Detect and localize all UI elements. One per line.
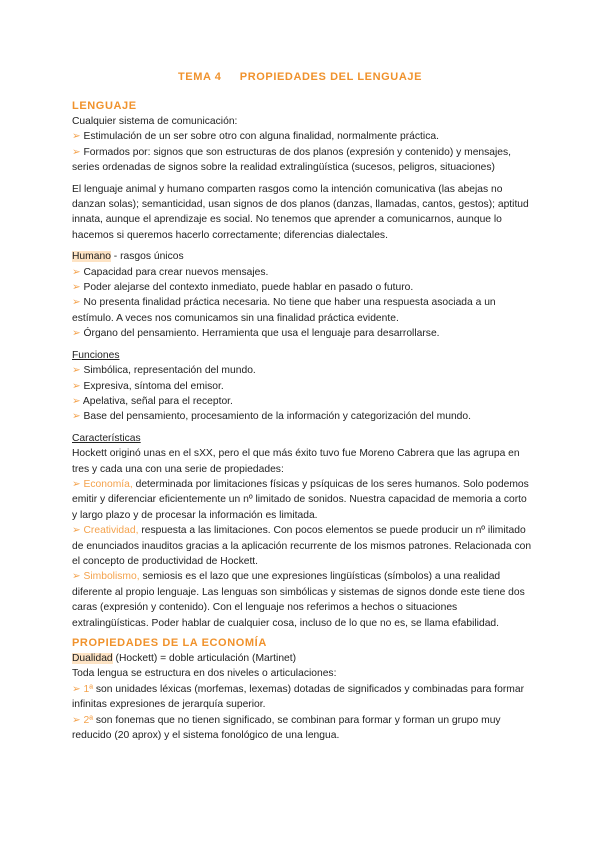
list-item: ➢ Simbólica, representación del mundo. [72, 365, 256, 377]
term-simbolismo: Simbolismo, [83, 571, 140, 583]
list-item: ➢ 2ª son fonemas que no tienen significado, se combinan para formar y forman un grupo muy reducido (20 aprox) y el sistema fonológico de una lengua. [72, 714, 501, 742]
list-item: ➢ Capacidad para crear nuevos mensajes. [72, 266, 269, 278]
arrow-bullet-icon: ➢ [72, 571, 84, 583]
list-item: ➢ Formados por: signos que son estructuras de dos planos (expresión y contenido) y mensajes, series ordenadas de signos sobre la realidad extralingüística (sucesos, peligros, situaciones) [72, 146, 512, 174]
arrow-bullet-icon: ➢ [72, 131, 84, 143]
arrow-bullet-icon: ➢ [72, 328, 84, 340]
section-heading-economia: PROPIEDADES DE LA ECONOMÍA [72, 637, 267, 649]
section-heading-lenguaje: LENGUAJE [72, 100, 137, 112]
dualidad-line: Dualidad (Hockett) = doble articulación (Martinet) [72, 653, 297, 664]
caracteristicas-heading: Características [72, 432, 141, 444]
list-item: ➢ Simbolismo, semiosis es el lazo que une expresiones lingüísticas (símbolos) a una realidad diferente al propio lenguaje. Las lenguas son simbólicas y sistemas de signos donde este tiene dos caras (expresión y contenido). Con el lenguaje nos referimos a hechos o situaciones extralingüísticas. Poder hablar de cualquier cosa, incluso de lo que no es, se llama efabilidad. [72, 571, 525, 629]
list-item: ➢ Creatividad, respuesta a las limitaciones. Con pocos elementos se puede producir un nº ilimitado de enunciados inauditos gracias a la aplicación recurrente de los mismos patrones. Relacionada con el concepto de productividad de Hockett. [72, 525, 532, 567]
highlighted-label: Dualidad [72, 653, 113, 664]
economia-intro: Toda lengua se estructura en dos niveles o articulaciones: [72, 668, 337, 680]
humano-heading: Humano - rasgos únicos [72, 251, 184, 263]
list-item: ➢ Economía, determinada por limitaciones físicas y psíquicas de los seres humanos. Solo podemos emitir y diferenciar eficientemente un nº limitado de sonidos. Nuestra capacidad de memoria a corto y largo plazo y de procesar la información es limitada. [72, 478, 529, 521]
list-item: ➢ 1ª son unidades léxicas (morfemas, lexemas) dotadas de significados y combinadas para formar infinitas expresiones de jerarquía superior. [72, 683, 525, 711]
arrow-bullet-icon: ➢ [72, 146, 84, 158]
funciones-heading: Funciones [72, 349, 120, 361]
arrow-bullet-icon: ➢ [72, 525, 84, 537]
term-creatividad: Creatividad, [83, 525, 139, 537]
arrow-bullet-icon: ➢ [72, 282, 84, 294]
list-item: ➢ Expresiva, síntoma del emisor. [72, 380, 224, 392]
arrow-bullet-icon: ➢ [72, 380, 84, 392]
list-item: ➢ Estimulación de un ser sobre otro con alguna finalidad, normalmente práctica. [72, 131, 439, 143]
highlighted-label: Humano [72, 251, 111, 263]
term-economia: Economía, [83, 478, 133, 490]
lenguaje-paragraph: El lenguaje animal y humano comparten rasgos como la intención comunicativa (las abejas no danzan solas); semanticidad, usan signos de dos planos (danzas, llamadas, cantos, gestos); aptitud innata, aunque el aprendizaje es social. No tenemos que aprender a comunicarnos, aunque lo hacemos si queremos hacerlo correctamente; diferencias dialectales. [72, 183, 529, 241]
arrow-bullet-icon: ➢ [72, 365, 84, 377]
list-item: ➢ No presenta finalidad práctica necesaria. No tiene que haber una respuesta asociada a un estímulo. A veces nos comunicamos sin una finalidad práctica evidente. [72, 297, 496, 324]
document-body [72, 99, 532, 743]
term-segunda: 2ª [83, 714, 94, 726]
arrow-bullet-icon: ➢ [72, 683, 84, 695]
arrow-bullet-icon: ➢ [72, 395, 83, 407]
arrow-bullet-icon: ➢ [72, 266, 84, 278]
list-item: ➢ Órgano del pensamiento. Herramienta que usa el lenguaje para desarrollarse. [72, 328, 440, 340]
list-item: ➢ Poder alejarse del contexto inmediato, puede hablar en pasado o futuro. [72, 282, 414, 294]
term-primera: 1ª [83, 683, 94, 695]
arrow-bullet-icon: ➢ [72, 478, 84, 490]
page-title: TEMA 4 PROPIEDADES DEL LENGUAJE [177, 71, 423, 83]
arrow-bullet-icon: ➢ [72, 297, 84, 309]
lenguaje-intro: Cualquier sistema de comunicación: [72, 116, 238, 127]
arrow-bullet-icon: ➢ [72, 714, 84, 726]
arrow-bullet-icon: ➢ [72, 411, 84, 423]
caracteristicas-intro: Hockett originó unas en el sXX, pero el que más éxito tuvo fue Moreno Cabrera que las agrupa en tres y cada una con una serie de propiedades: [72, 448, 520, 475]
list-item: ➢ Apelativa, señal para el receptor. [72, 395, 233, 407]
list-item: ➢ Base del pensamiento, procesamiento de la información y categorización del mundo. [72, 411, 472, 423]
